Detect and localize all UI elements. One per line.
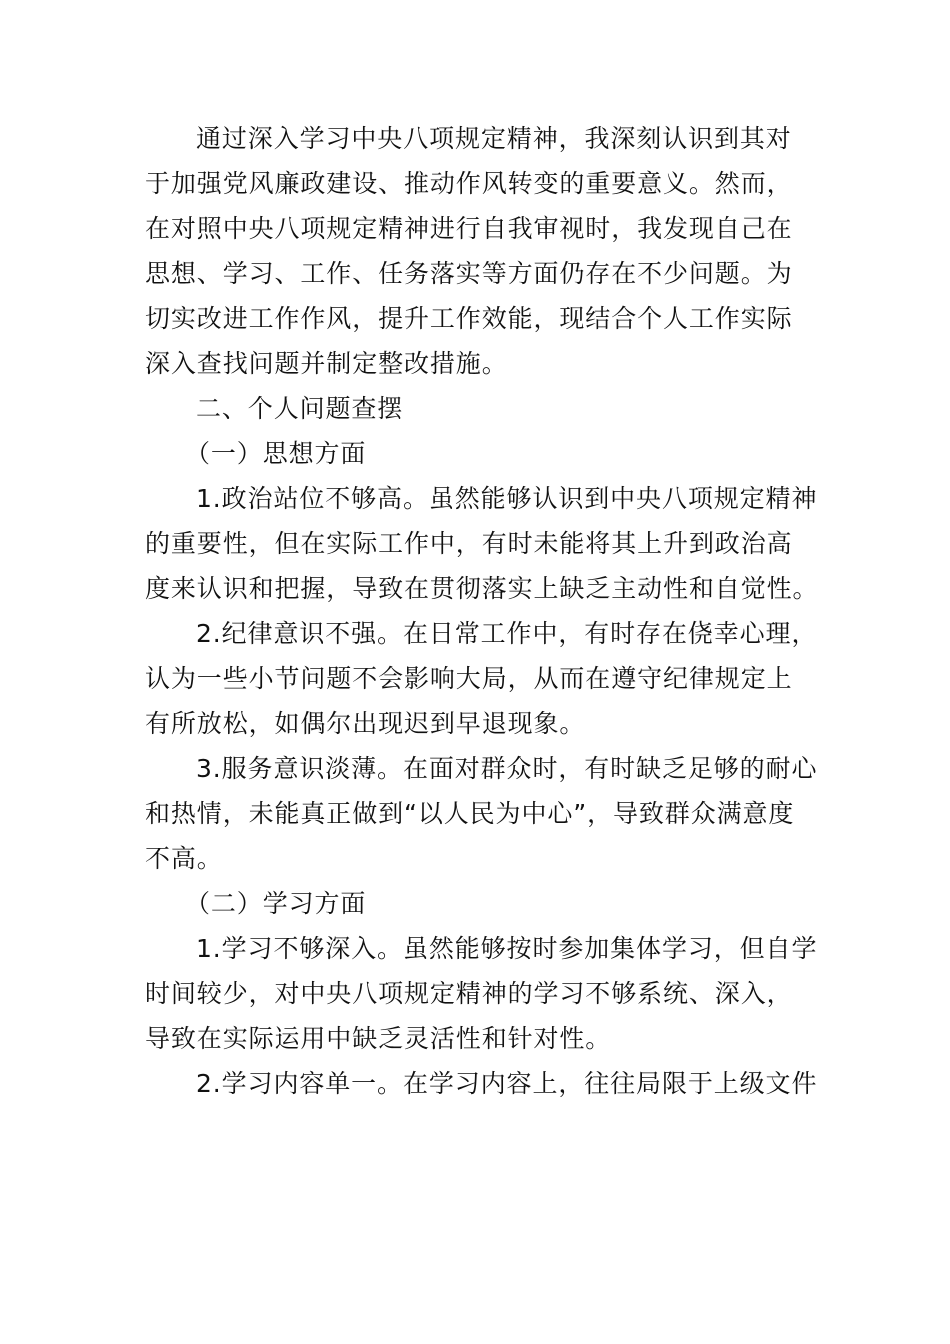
paragraph-line: 1.政治站位不够高。虽然能够认识到中央八项规定精神 [196,484,818,513]
paragraph-line: 在对照中央八项规定精神进行自我审视时，我发现自己在 [145,214,793,243]
paragraph-line: 不高。 [145,844,223,873]
section-heading: 二、个人问题查摆 [196,394,404,423]
paragraph-line: 深入查找问题并制定整改措施。 [145,349,508,378]
paragraph-line: 导致在实际运用中缺乏灵活性和针对性。 [145,1024,612,1053]
paragraph-line: 1.学习不够深入。虽然能够按时参加集体学习，但自学 [196,934,818,963]
paragraph-line: 的重要性，但在实际工作中，有时未能将其上升到政治高 [145,529,793,558]
paragraph-line: 于加强党风廉政建设、推动作风转变的重要意义。然而， [145,169,793,198]
paragraph-line: 时间较少，对中央八项规定精神的学习不够系统、深入， [145,979,793,1008]
paragraph-line: 2.学习内容单一。在学习内容上，往往局限于上级文件 [196,1069,818,1098]
subsection-heading: （二）学习方面 [185,889,367,918]
paragraph-line: 度来认识和把握，导致在贯彻落实上缺乏主动性和自觉性。 [145,574,819,603]
paragraph-line: 3.服务意识淡薄。在面对群众时，有时缺乏足够的耐心 [196,754,818,783]
paragraph-line: 切实改进工作作风，提升工作效能，现结合个人工作实际 [145,304,793,333]
paragraph-line: 和热情，未能真正做到“以人民为中心”，导致群众满意度 [145,799,795,828]
paragraph-line: 通过深入学习中央八项规定精神，我深刻认识到其对 [196,124,792,153]
paragraph-line: 认为一些小节问题不会影响大局，从而在遵守纪律规定上 [145,664,793,693]
paragraph-line: 2.纪律意识不强。在日常工作中，有时存在侥幸心理， [196,619,818,648]
paragraph-line: 思想、学习、工作、任务落实等方面仍存在不少问题。为 [145,259,793,288]
subsection-heading: （一）思想方面 [185,439,367,468]
paragraph-line: 有所放松，如偶尔出现迟到早退现象。 [145,709,586,738]
